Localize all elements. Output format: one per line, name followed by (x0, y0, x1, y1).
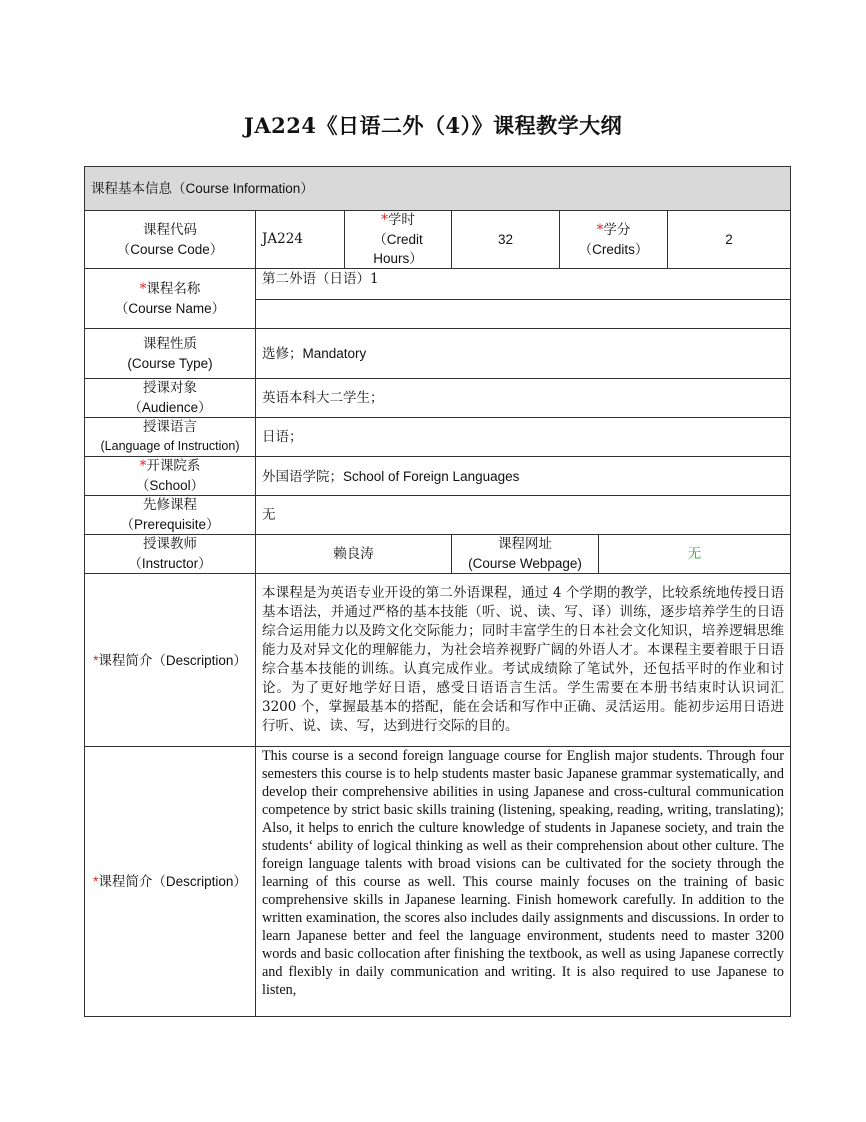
course-info-table (84, 166, 791, 1017)
description-cn-text: 本课程是为英语专业开设的第二外语课程，通过 4 个学期的教学，比较系统地传授日语基本语法，并通过严格的基本技能（听、说、读、写、译）训练，逐步培养学生的日语综合运用能力以及跨文化交际能力；同时丰富学生的日本社会文化知识，培养逻辑思维能力及对异文化的理解能力，为社会培养视野广阔的外语人才。本课程主要着眼于日语综合基本技能的训练。认真完成作业。考试成绩除了笔试外，还包括平时的作业和讨论。为了更好地学好日语，感受日语语言生活。学生需要在本册书结束时认识词汇 3200 个，掌握最基本的搭配，能在会话和写作中正确、灵活运用。能初步运用日语进行听、说、读、写，达到进行交际的目的。 (256, 574, 791, 747)
school-value: 外国语学院；School of Foreign Languages (256, 457, 791, 496)
instructor-label: 授课教师 （Instructor） (85, 535, 256, 574)
prerequisite-value: 无 (256, 496, 791, 535)
instructor-value: 赖良涛 (256, 535, 452, 574)
section-header: 课程基本信息（Course Information） (85, 167, 791, 211)
course-code-value: JA224 (256, 211, 345, 269)
required-mark: * (93, 652, 99, 668)
credits-label: *学分 （Credits） (560, 211, 668, 269)
required-mark: * (139, 280, 147, 297)
prerequisite-label: 先修课程 （Prerequisite） (85, 496, 256, 535)
course-name-label: *课程名称 （Course Name） (85, 269, 256, 329)
language-value: 日语； (256, 418, 791, 457)
credit-hours-value: 32 (452, 211, 560, 269)
course-name-en-value (256, 300, 791, 329)
audience-value: 英语本科大二学生； (256, 379, 791, 418)
course-type-value: 选修；Mandatory (256, 329, 791, 379)
description-en-cell (256, 747, 791, 1017)
course-name-cn-value: 第二外语（日语）1 (256, 269, 791, 300)
required-mark: * (596, 221, 604, 238)
required-mark: * (93, 874, 99, 889)
page-title: JA224《日语二外（4）》课程教学大纲 (243, 113, 623, 138)
credit-hours-label: *学时 （Credit Hours） (345, 211, 452, 269)
required-mark: * (381, 212, 388, 228)
course-type-label: 课程性质 (Course Type) (85, 329, 256, 379)
audience-label: 授课对象 （Audience） (85, 379, 256, 418)
webpage-label: 课程网址 (Course Webpage) (452, 535, 599, 574)
language-label: 授课语言 (Language of Instruction) (85, 418, 256, 457)
webpage-value: 无 (599, 535, 791, 574)
school-label: *开课院系 （School） (85, 457, 256, 496)
description-cn-label: *课程简介（Description） (85, 574, 256, 747)
description-en-text: This course is a second foreign language course for English major students. Through four semesters this course is to help students master basic Japanese grammar systematically, and develop their comprehensive abilities in using Japanese and cross-cultural communication competence by strict basic skills training (listening, speaking, reading, writing, translating); Also, it helps to enrich the culture knowledge of students in Japanese society, and train the students‘ ability of logical thinking as well as their comprehension about other culture. The foreign language talents with broad visions can be cultivated for the society through the learning of this course as well. This course mainly focuses on the training of basic comprehensive skills in Japanese learning. Finish homework carefully. In addition to the written examination, the scores also includes daily assignments and discussions. In order to learn Japanese better and feel the language environment, students need to master 3200 words and basic collocation after finishing the textbook, as well as using Japanese correctly and flexibly in daily communication and writing. It is also required to use Japanese to listen, (262, 748, 784, 998)
credits-value: 2 (668, 211, 791, 269)
description-en-label: *课程简介（Description） (85, 747, 256, 1017)
course-code-label: 课程代码 （Course Code） (85, 211, 256, 269)
required-mark: * (139, 458, 147, 474)
